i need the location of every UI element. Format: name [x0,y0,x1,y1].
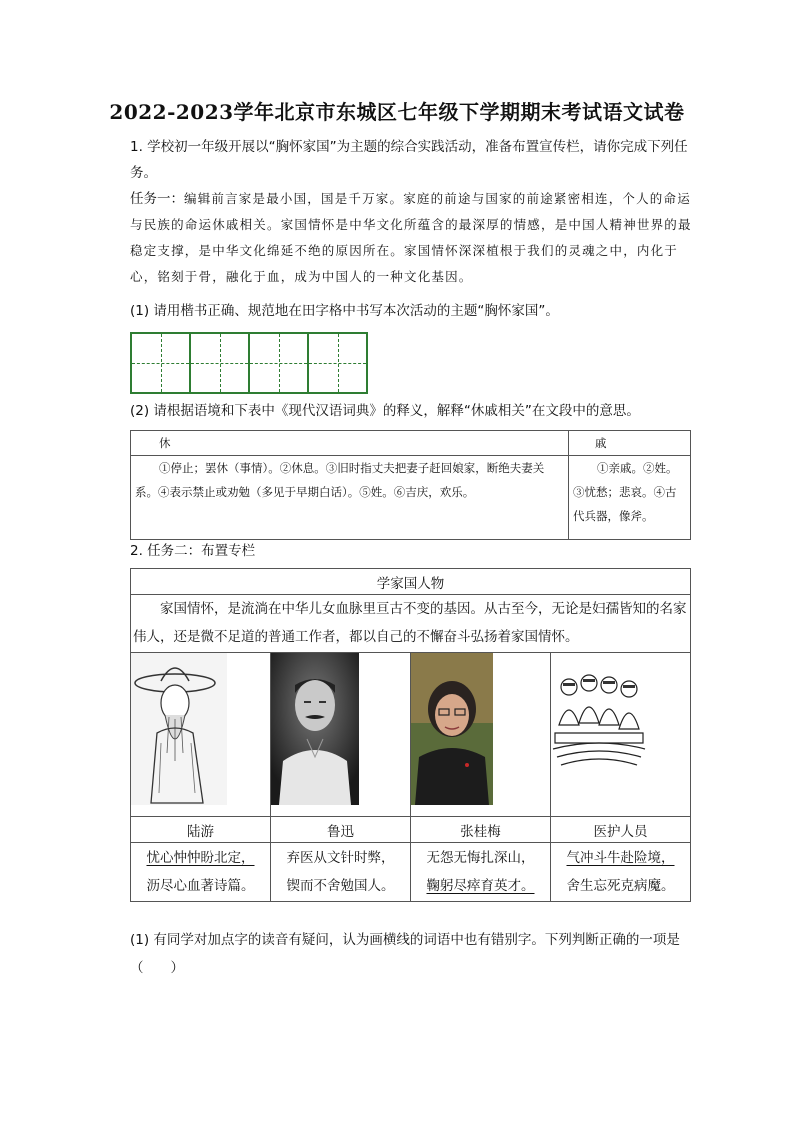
lu-you-portrait [131,653,227,805]
verse-line: 弃医从文针时弊， [286,850,395,866]
person-verse [271,843,411,902]
person-name: 鲁迅 [271,817,411,843]
tianzige-cell[interactable] [309,334,368,392]
zhang-guimei-photo [411,653,493,805]
verse-line: 鞠躬尽瘁育英才。 [426,878,535,894]
dict-def-xiu: ①停止；罢休（事情）。②休息。③旧时指丈夫把妻子赶回娘家，断绝夫妻关系。④表示禁止或劝勉（多见于早期白话）。⑤姓。⑥吉庆，欢乐。 [131,456,569,540]
verse-line: 沥尽心血著诗篇。 [146,878,255,894]
person-name: 陆游 [131,817,271,843]
q2-sub1: (1) 有同学对加点字的读音有疑问，认为画横线的词语中也有错别字。下列判断正确的一项是（ ） [130,932,680,976]
figures-table-title: 学家国人物 [131,569,691,595]
person-name: 医护人员 [551,817,691,843]
verse-line: 锲而不舍勉国人。 [286,878,395,894]
verse-line: 忧心忡忡盼北定， [146,850,255,866]
dictionary-table [130,430,691,540]
person-name: 张桂梅 [411,817,551,843]
dict-head-xiu: 休 [131,431,569,456]
verse-line: 气冲斗牛赴险境， [566,850,675,866]
portrait-cell [551,653,691,817]
person-verse [551,843,691,902]
person-verse [411,843,551,902]
q1-sub1: (1) 请用楷书正确、规范地在田字格中书写本次活动的主题“胸怀家国”。 [130,303,559,319]
verse-line: 舍生忘死克病魔。 [566,878,675,894]
dict-head-qi: 戚 [569,431,691,456]
lu-xun-portrait [271,653,359,805]
task1-label: 任务一： [130,191,184,207]
person-verse [131,843,271,902]
task1-text: 编辑前言家是最小国，国是千万家。家庭的前途与国家的前途紧密相连，个人的命运与民族的命运休戚相关。家国情怀是中华文化所蕴含的最深厚的情感，是中国人精神世界的最稳定支撑，是中华文化绵延不绝的原因所在。家国情怀深深植根于我们的灵魂之中，内化于心，铭刻于骨，融化于血，成为中国人的一种文化基因。 [130,191,692,284]
portrait-cell [411,653,551,817]
figures-table [130,568,691,902]
tianzige-cell[interactable] [250,334,309,392]
figures-intro: 家国情怀，是流淌在中华儿女血脉里亘古不变的基因。从古至今，无论是妇孺皆知的名家伟人，还是微不足道的普通工作者，都以自己的不懈奋斗弘扬着家国情怀。 [131,595,691,653]
portrait-cell [131,653,271,817]
q1-stem: 1. 学校初一年级开展以“胸怀家国”为主题的综合实践活动，准备布置宣传栏，请你完成下列任务。 [130,139,688,181]
q1-sub2: (2) 请根据语境和下表中《现代汉语词典》的释义，解释“休戚相关”在文段中的意思。 [130,403,640,419]
verse-line: 无怨无悔扎深山， [426,850,535,866]
task1-block [130,186,692,290]
tianzige-cell[interactable] [191,334,250,392]
q2-stem: 2. 任务二：布置专栏 [130,543,256,559]
tianzige-grid[interactable] [130,332,368,394]
tianzige-cell[interactable] [132,334,191,392]
page-title: 2022-2023学年北京市东城区七年级下学期期末考试语文试卷 [109,100,685,124]
portrait-cell [271,653,411,817]
medical-staff-illustration [551,653,647,805]
dict-def-qi: ①亲戚。②姓。③忧愁；悲哀。④古代兵器，像斧。 [569,456,691,540]
